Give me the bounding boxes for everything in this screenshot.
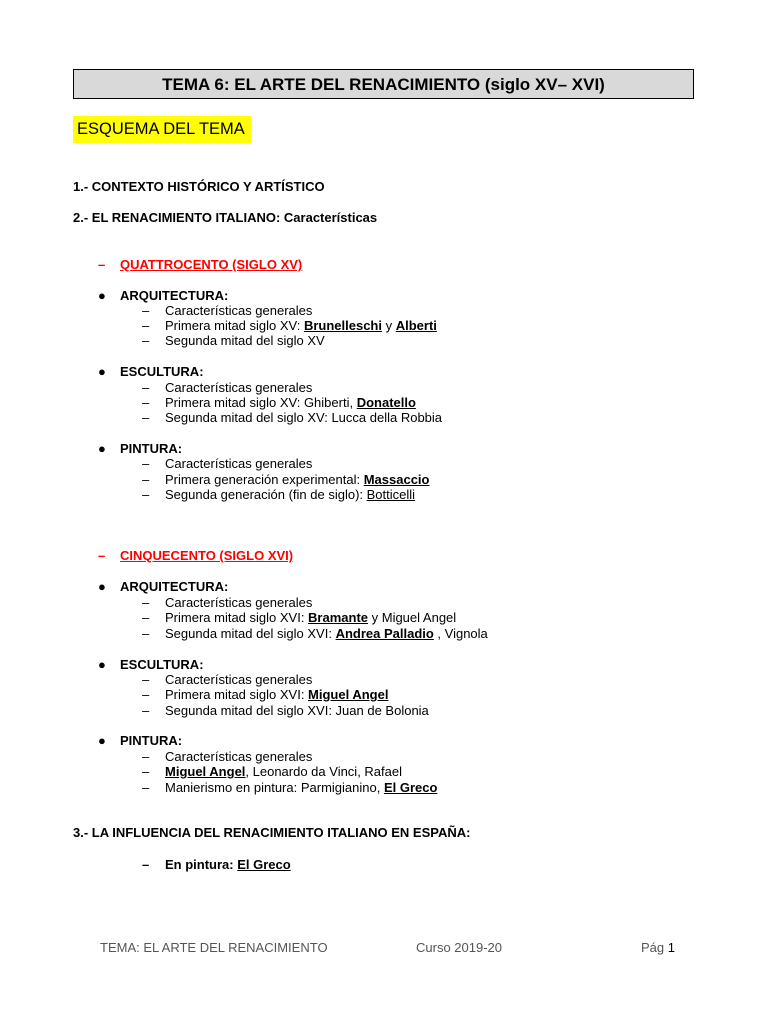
- artist-name: Miguel Angel: [308, 687, 389, 702]
- list-item: [142, 703, 429, 718]
- list-item: [142, 472, 429, 487]
- artist-name: Bramante: [308, 610, 369, 625]
- list-item-text: Manierismo en pintura: Parmigianino,: [165, 780, 384, 795]
- section-2-subtitle: Características: [283, 210, 378, 225]
- dash-marker: –: [142, 410, 150, 425]
- document-title: TEMA 6: EL ARTE DEL RENACIMIENTO (siglo XV– XVI): [73, 69, 694, 99]
- footer-topic: TEMA: EL ARTE DEL RENACIMIENTO: [100, 940, 328, 955]
- bullet-icon: ●: [98, 364, 106, 379]
- list-item: [142, 749, 312, 764]
- q-architecture-heading: [98, 288, 228, 303]
- section-1-heading: 1.- CONTEXTO HISTÓRICO Y ARTÍSTICO: [73, 179, 325, 194]
- list-item: [142, 380, 312, 395]
- cinquecento-title: CINQUECENTO (SIGLO XVI): [120, 548, 294, 563]
- bullet-icon: ●: [98, 441, 106, 456]
- artist-name: Botticelli: [366, 487, 416, 502]
- dash-marker: –: [142, 318, 150, 333]
- dash-marker: –: [142, 395, 150, 410]
- artist-name: Massaccio: [363, 472, 430, 487]
- list-item-text: y Miguel Angel: [368, 610, 457, 625]
- list-item-text: Características generales: [165, 456, 313, 471]
- list-item-text: Segunda generación (fin de siglo):: [165, 487, 367, 502]
- dash-marker: –: [142, 764, 150, 779]
- section-2-title: 2.- EL RENACIMIENTO ITALIANO:: [73, 210, 284, 225]
- q-sculpture-label: ESCULTURA:: [120, 364, 204, 379]
- list-item: [142, 610, 456, 625]
- list-item-text: Segunda mitad del siglo XVI:: [165, 626, 336, 641]
- list-item: [142, 333, 325, 348]
- dash-marker: –: [98, 257, 106, 272]
- dash-marker: –: [142, 687, 150, 702]
- bullet-icon: ●: [98, 579, 106, 594]
- list-item: [142, 626, 488, 641]
- quattrocento-heading: [98, 257, 302, 272]
- dash-marker: –: [142, 380, 150, 395]
- footer-page-number: 1: [667, 940, 675, 955]
- list-item: [142, 857, 291, 872]
- list-item-text: Características generales: [165, 595, 313, 610]
- list-item: [142, 303, 312, 318]
- footer-page: [641, 940, 675, 955]
- list-item-text: Primera mitad siglo XVI:: [165, 610, 309, 625]
- dash-marker: –: [142, 595, 150, 610]
- list-item: [142, 410, 442, 425]
- c-architecture-heading: [98, 579, 228, 594]
- q-architecture-label: ARQUITECTURA:: [120, 288, 229, 303]
- c-painting-label: PINTURA:: [120, 733, 183, 748]
- list-item: [142, 687, 388, 702]
- q-sculpture-heading: [98, 364, 204, 379]
- list-item-text: Segunda mitad del siglo XV: Lucca della Robbia: [165, 410, 443, 425]
- artist-name: Miguel Angel: [165, 764, 246, 779]
- artist-name: El Greco: [237, 857, 291, 872]
- list-item-text: , Vignola: [433, 626, 488, 641]
- list-item-text: Características generales: [165, 749, 313, 764]
- artist-name: El Greco: [383, 780, 438, 795]
- list-item: [142, 456, 312, 471]
- c-sculpture-label: ESCULTURA:: [120, 657, 204, 672]
- list-item-text: Características generales: [165, 672, 313, 687]
- section-3-heading: 3.- LA INFLUENCIA DEL RENACIMIENTO ITALIANO EN ESPAÑA:: [73, 825, 471, 840]
- artist-name: Alberti: [395, 318, 437, 333]
- artist-name: Brunelleschi: [303, 318, 382, 333]
- list-item-text: Segunda mitad del siglo XVI: Juan de Bolonia: [165, 703, 429, 718]
- section-2-heading: [73, 210, 377, 225]
- list-item-text: Primera mitad siglo XVI:: [165, 687, 309, 702]
- bullet-icon: ●: [98, 288, 106, 303]
- cinquecento-heading: [98, 548, 293, 563]
- dash-marker: –: [142, 472, 150, 487]
- list-item-text: Características generales: [165, 380, 313, 395]
- list-item-text: Primera mitad siglo XV: Ghiberti,: [165, 395, 357, 410]
- list-item: [142, 764, 402, 779]
- dash-marker: –: [98, 548, 106, 563]
- list-item-text: , Leonardo da Vinci, Rafael: [245, 764, 402, 779]
- artist-name: Andrea Palladio: [335, 626, 434, 641]
- dash-marker: –: [142, 610, 150, 625]
- c-painting-heading: [98, 733, 182, 748]
- footer-course: Curso 2019-20: [416, 940, 502, 955]
- dash-marker: –: [142, 780, 150, 795]
- list-item: [142, 780, 437, 795]
- dash-marker: –: [142, 487, 150, 502]
- list-item-text: y: [381, 318, 396, 333]
- q-painting-heading: [98, 441, 182, 456]
- list-item-text: En pintura:: [165, 857, 238, 872]
- list-item: [142, 395, 416, 410]
- outline-heading: ESQUEMA DEL TEMA: [73, 116, 251, 143]
- c-sculpture-heading: [98, 657, 204, 672]
- dash-marker: –: [142, 703, 150, 718]
- footer-page-label: Pág: [641, 940, 668, 955]
- list-item-text: Primera mitad siglo XV:: [165, 318, 304, 333]
- quattrocento-title: QUATTROCENTO (SIGLO XV): [120, 257, 303, 272]
- dash-marker: –: [142, 672, 150, 687]
- list-item: [142, 595, 312, 610]
- q-painting-label: PINTURA:: [120, 441, 183, 456]
- bullet-icon: ●: [98, 733, 106, 748]
- dash-marker: –: [142, 333, 150, 348]
- c-architecture-label: ARQUITECTURA:: [120, 579, 229, 594]
- bullet-icon: ●: [98, 657, 106, 672]
- list-item: [142, 487, 415, 502]
- artist-name: Donatello: [356, 395, 416, 410]
- dash-marker: –: [142, 626, 150, 641]
- list-item: [142, 672, 312, 687]
- dash-marker: –: [142, 456, 150, 471]
- list-item-text: Características generales: [165, 303, 313, 318]
- list-item: [142, 318, 437, 333]
- dash-marker: –: [142, 303, 150, 318]
- dash-marker: –: [142, 749, 150, 764]
- dash-marker: –: [142, 857, 150, 872]
- list-item-text: Segunda mitad del siglo XV: [165, 333, 325, 348]
- list-item-text: Primera generación experimental:: [165, 472, 364, 487]
